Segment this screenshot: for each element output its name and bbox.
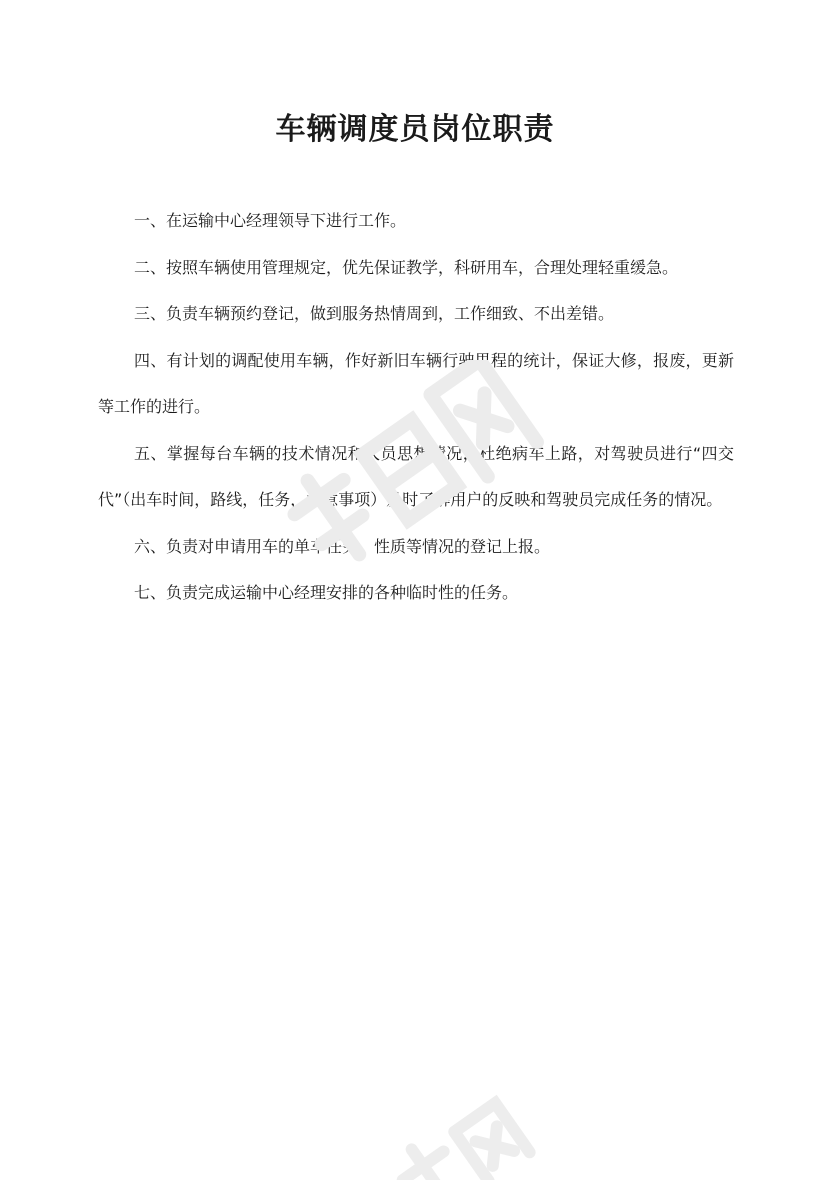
duty-item-5: 五、掌握每台车辆的技术情况和人员思想情况，杜绝病车上路，对驾驶员进行“四交代”（出车时间，路线，任务，注意事项）及时了解用户的反映和驾驶员完成任务的情况。 bbox=[98, 443, 734, 509]
duty-item-3: 三、负责车辆预约登记，做到服务热情周到，工作细致、不出差错。 bbox=[134, 304, 615, 323]
duty-item-1: 一、在运输中心经理领导下进行工作。 bbox=[134, 211, 407, 230]
document-body bbox=[98, 198, 734, 617]
document-title: 车辆调度员岗位职责 bbox=[275, 112, 555, 147]
duty-item-2: 二、按照车辆使用管理规定，优先保证教学，科研用车，合理处理轻重缓急。 bbox=[134, 257, 679, 277]
duty-item-7: 七、负责完成运输中心经理安排的各种临时性的任务。 bbox=[134, 583, 519, 602]
duty-item-6: 六、负责对申请用车的单车任务，性质等情况的登记上报。 bbox=[134, 536, 551, 556]
watermark-graphic-bottom bbox=[360, 1080, 560, 1180]
duty-item-4: 四、有计划的调配使用车辆，作好新旧车辆行驶里程的统计，保证大修，报废，更新等工作的进行。 bbox=[98, 350, 734, 416]
